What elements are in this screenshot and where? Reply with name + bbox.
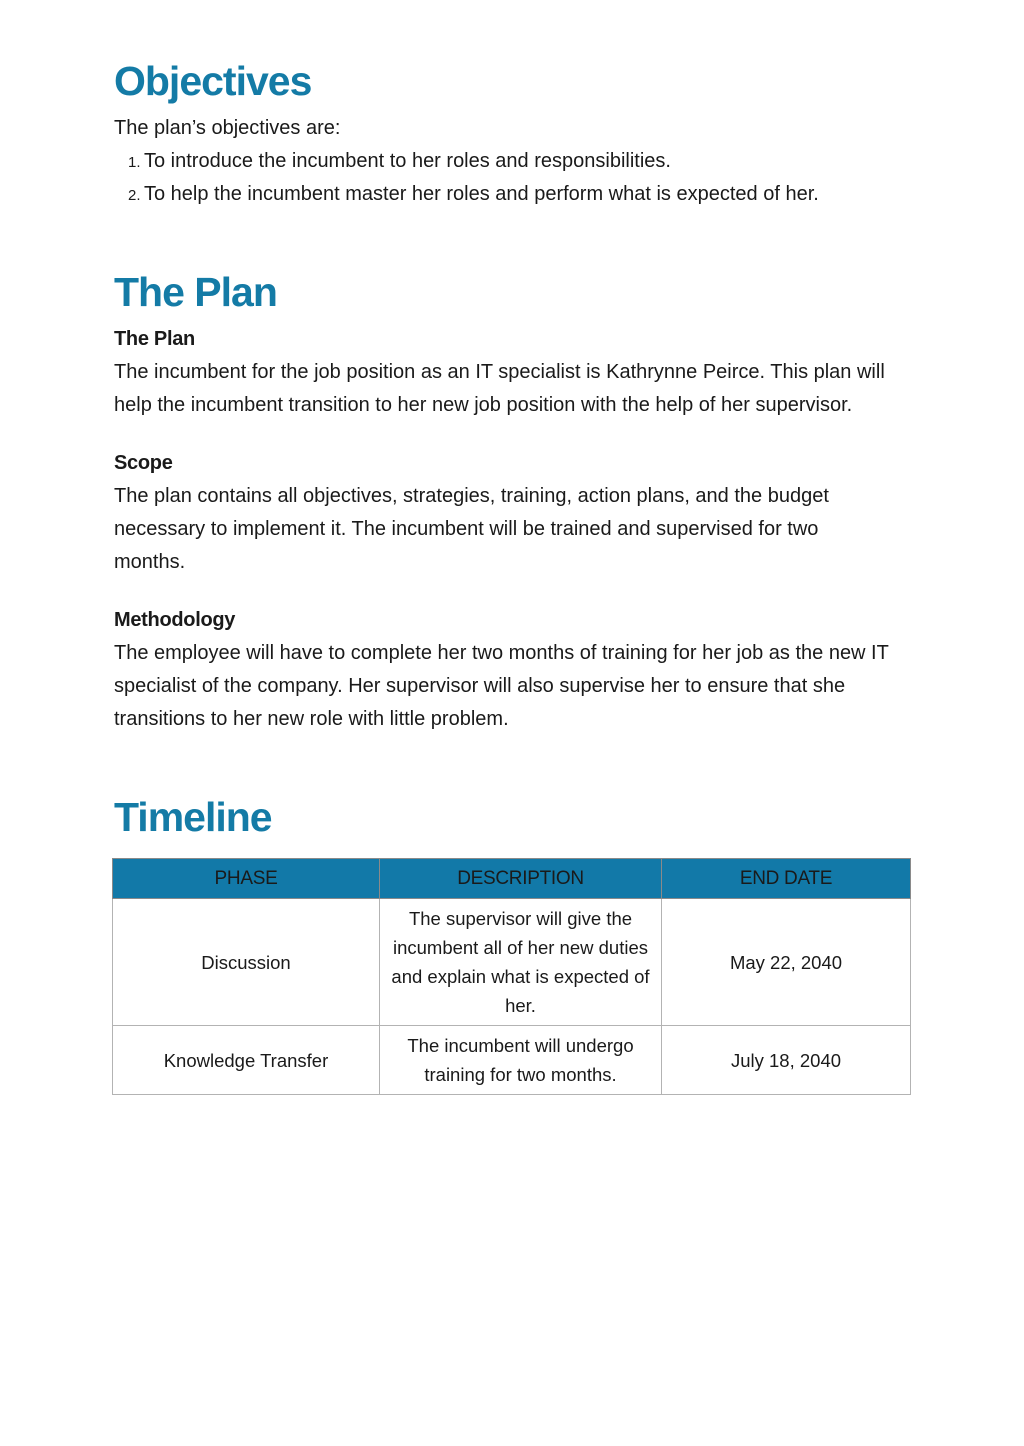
list-item-text: To introduce the incumbent to her roles and responsibilities. — [144, 150, 671, 172]
list-item-text: To help the incumbent master her roles and perform what is expected of her. — [144, 183, 819, 205]
table-header-row — [113, 859, 911, 899]
methodology-body: The employee will have to complete her two months of training for her job as the new IT specialist of the company. Her supervisor will also supervise her to ensure that she transitions to her new role with little problem. — [114, 642, 889, 730]
plan-subheading: The Plan — [114, 328, 195, 350]
list-item-number: 1. — [128, 154, 141, 171]
scope-subheading: Scope — [114, 452, 173, 474]
table-row — [113, 1026, 911, 1095]
column-header-end-date: END DATE — [662, 859, 911, 899]
cell-end-date: May 22, 2040 — [662, 899, 911, 1026]
timeline-heading: Timeline — [114, 794, 272, 840]
plan-heading: The Plan — [114, 269, 277, 315]
table-row — [113, 899, 911, 1026]
cell-description: The incumbent will undergo training for two months. — [380, 1026, 662, 1095]
objectives-intro: The plan’s objectives are: — [114, 117, 341, 139]
cell-phase: Discussion — [113, 899, 380, 1026]
plan-body: The incumbent for the job position as an IT specialist is Kathrynne Peirce. This plan will help the incumbent transition to her new job position with the help of her supervisor. — [114, 361, 885, 416]
list-item-number: 2. — [128, 187, 141, 204]
objectives-heading: Objectives — [114, 58, 312, 104]
column-header-phase: PHASE — [113, 859, 380, 899]
objectives-list — [114, 145, 819, 211]
column-header-description: DESCRIPTION — [380, 859, 662, 899]
cell-description: The supervisor will give the incumbent all of her new duties and explain what is expected of her. — [380, 899, 662, 1026]
cell-end-date: July 18, 2040 — [662, 1026, 911, 1095]
scope-body: The plan contains all objectives, strategies, training, action plans, and the budget necessary to implement it. The incumbent will be trained and supervised for two months. — [114, 485, 829, 573]
cell-phase: Knowledge Transfer — [113, 1026, 380, 1095]
list-item — [114, 145, 819, 178]
timeline-table — [112, 858, 911, 1095]
list-item — [114, 178, 819, 211]
methodology-subheading: Methodology — [114, 609, 236, 631]
